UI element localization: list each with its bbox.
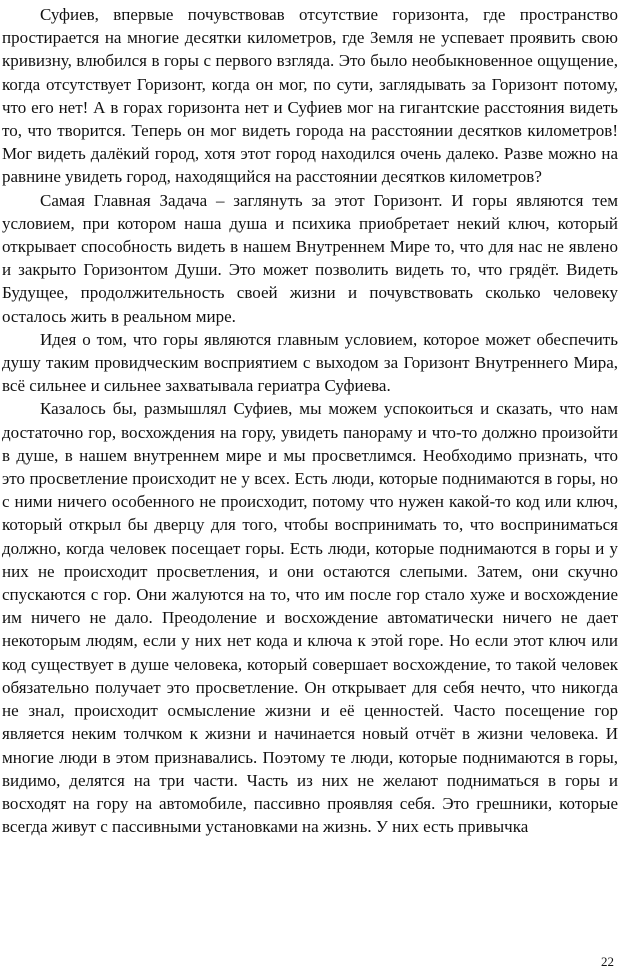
paragraph-4: Казалось бы, размышлял Суфиев, мы можем успокоиться и сказать, что нам достаточно гор, восхождения на гору, увидеть панораму и что-то должно произойти в душе, в нашем внутреннем мире и мы просветлимся. Необходимо признать, что это просветление происходит не у всех. Есть люди, которые поднимаются в горы, но с ними ничего особенного не происходит, потому что нужен какой-то код или ключ, который открыл бы дверцу для того, чтобы воспринимать то, что восприниматься должно, когда человек посещает горы. Есть люди, которые поднимаются в горы и у них не происходит просветления, и они остаются слепыми. Затем, они скучно спускаются с гор. Они жалуются на то, что им после гор стало хуже и восхождение им ничего не дало. Преодоление и восхождение автоматически ничего не дает некоторым людям, если у них нет кода и ключа к этой горе. Но если этот ключ или код существует в душе человека, который совершает восхождение, то такой человек обязательно получает это просветление. Он открывает для себя нечто, что никогда не знал, происходит осмысление жизни и её ценностей. Часто посещение гор является неким толчком к жизни и начинается новый отчёт в жизни человека. И многие люди в этом признавались. Поэтому те люди, которые поднимаются в горы, видимо, делятся на три части. Часть из них не желают подниматься в горы и восходят на гору на автомобиле, пассивно проявляя себя. Это грешники, которые всегда живут с пассивными установками на жизнь. У них есть привычка (2, 399, 618, 837)
paragraph-1: Суфиев, впервые почувствовав отсутствие горизонта, где пространство простирается на многие десятки километров, где Земля не успевает проявить свою кривизну, влюбился в горы с первого взгляда. Это было необыкновенное ощущение, когда отсутствует Горизонт, когда он мог, по сути, заглядывать за Горизонт потому, что его нет! А в горах горизонта нет и Суфиев мог на гигантские расстояния видеть то, что творится. Теперь он мог видеть города на расстоянии десятков километров! Мог видеть далёкий город, хотя этот город находился очень далеко. Разве можно на равнине увидеть город, находящийся на расстоянии десятков километров? (2, 5, 618, 187)
page-number: 22 (601, 954, 614, 969)
body-text (2, 3, 618, 838)
paragraph-3: Идея о том, что горы являются главным условием, которое может обеспечить душу таким провидческим восприятием с выходом за Горизонт Внутреннего Мира, всё сильнее и сильнее захватывала гериатра Суфиева. (2, 329, 618, 396)
paragraph-2: Самая Главная Задача – заглянуть за этот Горизонт. И горы являются тем условием, при котором наша душа и психика приобретает некий ключ, который открывает способность видеть в нашем Внутреннем Мире то, что для нас не явлено и закрыто Горизонтом Души. Это может позволить видеть то, что грядёт. Видеть Будущее, продолжительность своей жизни и почувствовать сколько человеку осталось жить в реальном мире. (2, 190, 618, 326)
